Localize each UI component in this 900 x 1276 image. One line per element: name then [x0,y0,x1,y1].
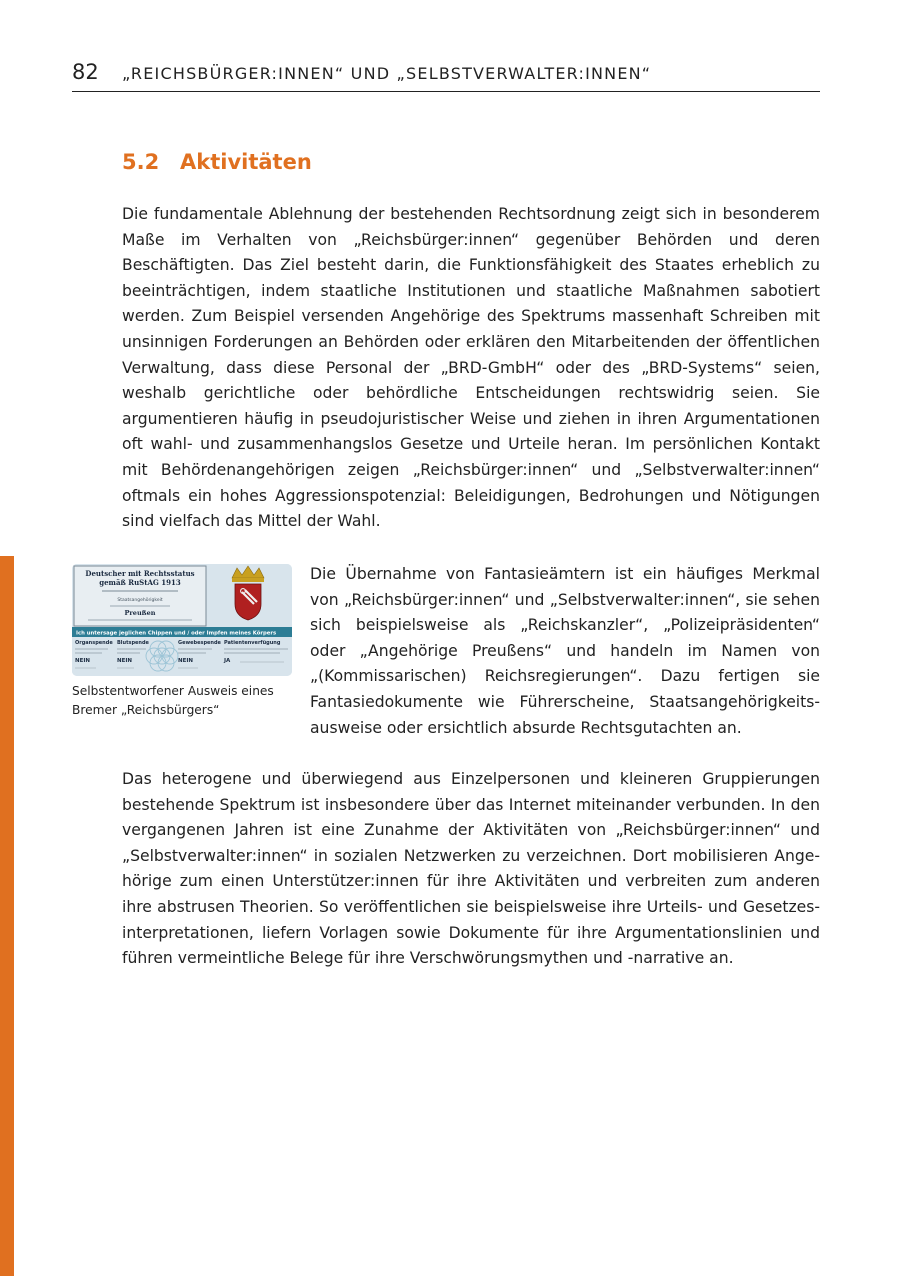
card-heading-1: Deutscher mit Rechtsstatus [85,569,195,578]
crown-icon [232,566,264,582]
section-number: 5.2 [122,150,160,174]
card-heading-2: gemäß RuStAG 1913 [99,578,181,587]
card-banner: Ich untersage jeglichen Chippen und / oder Impfen meines Körpers [76,630,277,637]
card-col3-title: Gewebespende [178,640,221,646]
card-col4-title: Patientenverfügung [224,640,281,646]
figure-caption: Selbstentworfener Ausweis eines Bremer „Reichsbürgers“ [72,684,274,717]
running-head-title: „REICHSBÜRGER:INNEN“ UND „SELBSTVERWALTER:INNEN“ [122,64,652,83]
bremen-crest-icon [235,584,261,620]
card-no-3: NEIN [178,658,194,664]
running-head [72,58,820,92]
id-card-photo [72,564,292,676]
section-heading [122,148,312,176]
id-card-illustration [72,564,292,676]
page-number: 82 [72,60,99,84]
paragraph-3: Das heterogene und überwiegend aus Einzelpersonen und kleineren Gruppierungen bestehende Spektrum ist insbesondere über das Internet miteinander verbunden. In den vergangenen Jahren ist eine Zunahme der Aktivitäten von „Reichsbürger:innen“ und „Selbstverwalter:innen“ in sozialen Netzwerken zu verzeichnen. Dort mobilisieren Angehörige zum einen Unterstützer:innen für ihre Aktivitäten und verbreiten zum anderen ihre abstrusen Theorien. So veröffentlichen sie beispielsweise ihre Urteils- und Gesetzesinterpretationen, liefern Vorlagen sowie Dokumente für ihre Argumentationslinien und führen vermeintliche Belege für ihre Verschwörungsmythen und -narrative an. [122,770,820,968]
card-sub-line: Staatsangehörigkeit [117,598,163,603]
orange-edge-bar [0,556,14,1276]
paragraph-2: Die Übernahme von Fantasieämtern ist ein häufiges Merkmal von „Reichsbürger:innen“ und „Selbstverwalter:innen“, sie sehen sich beispielsweise als „Reichskanzler“, „Polizeipräsidenten“ oder „Angehörige Preußens“ und handeln im Namen von „(Kommissarischen) Reichsregierungen“. Dazu fertigen sie Fantasiedokumente wie Führerscheine, Staatsangehörigkeitsausweise oder ersichtlich absurde Rechtsgutachten an. [310,565,820,737]
section-title: Aktivitäten [180,150,312,174]
card-col1-title: Organspende [75,640,113,646]
card-state: Preußen [124,609,156,617]
card-yes-4: JA [224,658,231,664]
card-col2-title: Blutspende [117,640,149,646]
paragraph-1: Die fundamentale Ablehnung der bestehenden Rechtsordnung zeigt sich in besonderem Maße im Verhalten von „Reichsbürger:innen“ gegenüber Behörden und deren Beschäftigten. Das Ziel besteht darin, die Funktionsfähigkeit des Staates erheblich zu beeinträchtigen, indem staatliche Institutionen und staatliche Maßnahmen sabotiert werden. Zum Beispiel versenden Angehörige des Spektrums massenhaft Schreiben mit unsinnigen Forderungen an Behörden oder erklären den Mitarbeitenden der öffentlichen Verwaltung, dass diese Personal der „BRD-GmbH“ oder des „BRD-Systems“ seien, weshalb gerichtliche oder behördliche Entscheidungen rechtswidrig seien. Sie argumentieren häufig in pseudojuristischer Weise und ziehen in ihren Argumentationen oft wahl- und zusammenhangslos Gesetze und Urteile heran. Im persönlichen Kontakt mit Behördenangehörigen zeigen „Reichsbürger:innen“ und „Selbstverwalter:innen“ oftmals ein hohes Aggressionspotenzial: Beleidigungen, Bedrohungen und Nötigungen sind vielfach das Mittel der Wahl. [122,205,820,531]
card-no-2: NEIN [117,658,133,664]
card-no-1: NEIN [75,658,91,664]
